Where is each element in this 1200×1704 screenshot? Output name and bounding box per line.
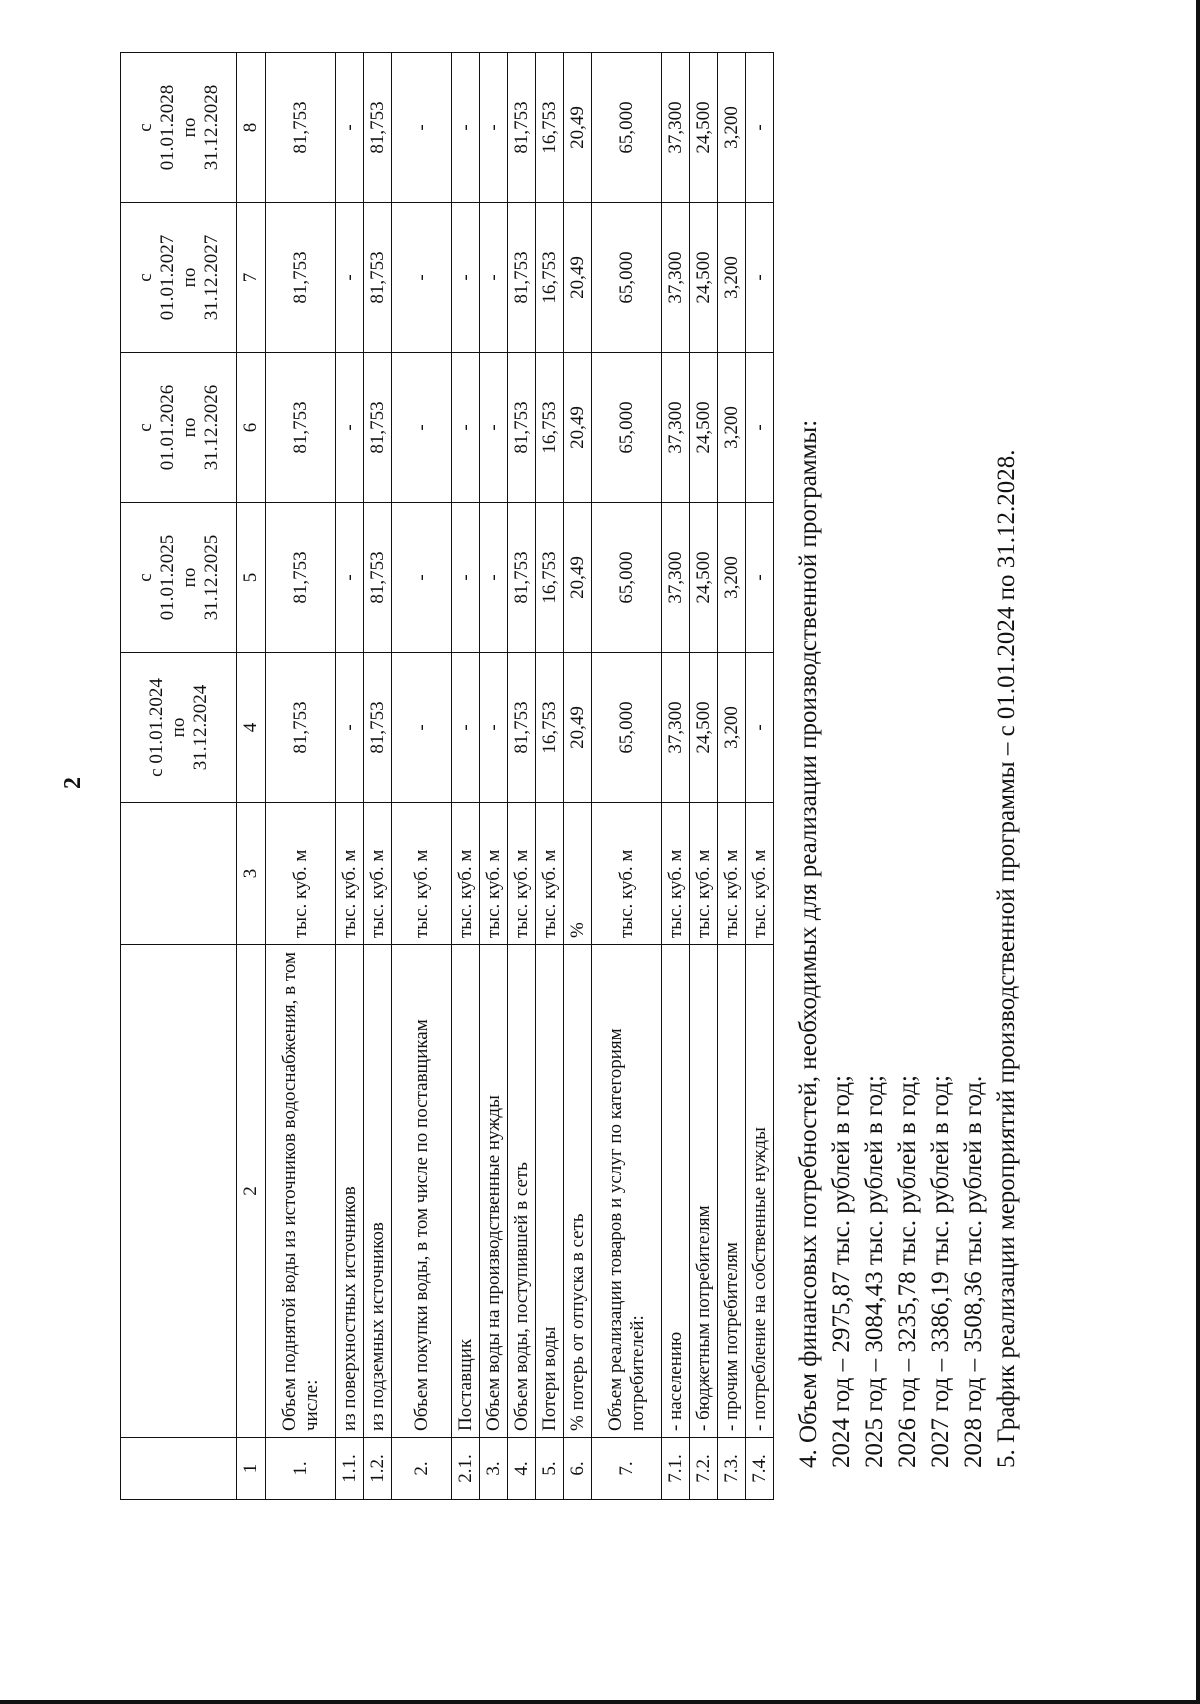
row-value: 16,753 <box>536 53 564 203</box>
row-value: - <box>452 653 480 803</box>
row-value: 81,753 <box>364 653 392 803</box>
note-item-4-title: 4. Объем финансовых потребностей, необходимых для реализации производственной программы: <box>795 419 822 1468</box>
column-number: 2 <box>237 945 266 1438</box>
row-value: - <box>452 53 480 203</box>
row-value: 16,753 <box>536 503 564 653</box>
row-value: 16,753 <box>536 653 564 803</box>
row-number: 7. <box>592 1438 662 1500</box>
row-value: 20,49 <box>564 353 592 503</box>
row-name: - населению <box>662 945 690 1438</box>
row-value: 65,000 <box>592 53 662 203</box>
row-value: 20,49 <box>564 653 592 803</box>
row-value: 81,753 <box>364 503 392 653</box>
row-value: 81,753 <box>266 503 336 653</box>
row-unit: тыс. куб. м <box>480 803 508 945</box>
note-line: 2026 год – 3235,78 тыс. рублей в год; <box>894 1075 921 1468</box>
row-number: 2.1. <box>452 1438 480 1500</box>
row-value: - <box>480 353 508 503</box>
row-name: - бюджетным потребителям <box>690 945 718 1438</box>
row-number: 7.3. <box>718 1438 746 1500</box>
row-name: из подземных источников <box>364 945 392 1438</box>
table-row <box>592 53 662 1500</box>
row-value: - <box>392 503 452 653</box>
row-value: - <box>336 653 364 803</box>
row-unit: тыс. куб. м <box>662 803 690 945</box>
row-value: 37,300 <box>662 53 690 203</box>
row-value: - <box>336 503 364 653</box>
column-number: 7 <box>237 203 266 353</box>
row-value: - <box>452 203 480 353</box>
row-value: - <box>336 53 364 203</box>
row-name: - потребление на собственные нужды <box>746 945 774 1438</box>
row-value: 24,500 <box>690 503 718 653</box>
row-unit: тыс. куб. м <box>592 803 662 945</box>
row-value: 81,753 <box>364 53 392 203</box>
header-period-2026: с 01.01.2026 по 31.12.2026 <box>121 353 237 503</box>
row-value: - <box>452 353 480 503</box>
row-value: 20,49 <box>564 53 592 203</box>
row-unit: тыс. куб. м <box>508 803 536 945</box>
row-value: - <box>392 53 452 203</box>
row-value: 81,753 <box>508 203 536 353</box>
table-row <box>718 53 746 1500</box>
row-value: 81,753 <box>266 203 336 353</box>
row-value: - <box>392 203 452 353</box>
header-period-2025: с 01.01.2025 по 31.12.2025 <box>121 503 237 653</box>
row-unit: тыс. куб. м <box>336 803 364 945</box>
row-value: 24,500 <box>690 353 718 503</box>
column-number: 3 <box>237 803 266 945</box>
table-row <box>508 53 536 1500</box>
row-value: - <box>336 353 364 503</box>
row-value: 37,300 <box>662 203 690 353</box>
column-number: 5 <box>237 503 266 653</box>
table-row <box>536 53 564 1500</box>
page-edge-bottom <box>0 1700 1200 1704</box>
row-value: 65,000 <box>592 653 662 803</box>
row-value: 81,753 <box>266 353 336 503</box>
header-period-2027: с 01.01.2027 по 31.12.2027 <box>121 203 237 353</box>
row-number: 7.1. <box>662 1438 690 1500</box>
row-name: Объем воды на производственные нужды <box>480 945 508 1438</box>
row-value: - <box>336 203 364 353</box>
table-row <box>364 53 392 1500</box>
row-value: 3,200 <box>718 203 746 353</box>
row-name: из поверхностных источников <box>336 945 364 1438</box>
row-value: - <box>746 203 774 353</box>
column-number-row <box>237 53 266 1500</box>
column-number: 6 <box>237 353 266 503</box>
row-value: 37,300 <box>662 653 690 803</box>
row-name: Объем покупки воды, в том числе по поставщикам <box>392 945 452 1438</box>
row-unit: тыс. куб. м <box>536 803 564 945</box>
row-value: - <box>392 353 452 503</box>
row-number: 1. <box>266 1438 336 1500</box>
column-number: 8 <box>237 53 266 203</box>
row-value: 81,753 <box>266 653 336 803</box>
row-value: - <box>480 53 508 203</box>
header-cell-empty <box>121 1438 237 1500</box>
row-value: 37,300 <box>662 503 690 653</box>
note-item-5: 5. График реализации мероприятий производственной программы – с 01.01.2024 по 31.12.2028. <box>993 449 1020 1468</box>
row-value: 65,000 <box>592 503 662 653</box>
row-value: 3,200 <box>718 53 746 203</box>
column-number: 1 <box>237 1438 266 1500</box>
notes-section <box>792 28 1023 1468</box>
row-number: 5. <box>536 1438 564 1500</box>
row-value: 16,753 <box>536 353 564 503</box>
row-number: 7.2. <box>690 1438 718 1500</box>
production-program-table <box>120 52 774 1500</box>
row-unit: % <box>564 803 592 945</box>
row-number: 1.1. <box>336 1438 364 1500</box>
table-row <box>452 53 480 1500</box>
table-header-row <box>121 53 237 1500</box>
row-unit: тыс. куб. м <box>746 803 774 945</box>
row-value: 16,753 <box>536 203 564 353</box>
row-value: 65,000 <box>592 353 662 503</box>
row-unit: тыс. куб. м <box>452 803 480 945</box>
row-unit: тыс. куб. м <box>718 803 746 945</box>
table-row <box>266 53 336 1500</box>
row-name: Поставщик <box>452 945 480 1438</box>
row-value: - <box>480 503 508 653</box>
row-number: 2. <box>392 1438 452 1500</box>
row-value: 37,300 <box>662 353 690 503</box>
row-value: - <box>480 653 508 803</box>
row-value: 81,753 <box>508 503 536 653</box>
row-unit: тыс. куб. м <box>690 803 718 945</box>
note-line: 2024 год – 2975,87 тыс. рублей в год; <box>828 1075 855 1468</box>
header-cell-empty <box>121 945 237 1438</box>
row-value: - <box>746 653 774 803</box>
row-value: 3,200 <box>718 503 746 653</box>
row-unit: тыс. куб. м <box>364 803 392 945</box>
row-value: 81,753 <box>364 203 392 353</box>
table-row <box>690 53 718 1500</box>
row-value: 20,49 <box>564 203 592 353</box>
row-unit: тыс. куб. м <box>266 803 336 945</box>
row-name: Объем воды, поступившей в сеть <box>508 945 536 1438</box>
row-value: 81,753 <box>508 53 536 203</box>
row-number: 1.2. <box>364 1438 392 1500</box>
row-value: 24,500 <box>690 53 718 203</box>
header-period-2024: с 01.01.2024 по 31.12.2024 <box>121 653 237 803</box>
note-line: 2027 год – 3386,19 тыс. рублей в год; <box>927 1075 954 1468</box>
table-row <box>392 53 452 1500</box>
row-value: - <box>480 203 508 353</box>
row-value: - <box>746 53 774 203</box>
page-number: 2 <box>60 777 86 789</box>
table-row <box>336 53 364 1500</box>
row-value: 3,200 <box>718 353 746 503</box>
row-name: Объем поднятой воды из источников водоснабжения, в том числе: <box>266 945 336 1438</box>
row-value: 3,200 <box>718 653 746 803</box>
row-value: - <box>452 503 480 653</box>
note-line: 2028 год – 3508,36 тыс. рублей в год. <box>960 1075 987 1468</box>
table-row <box>746 53 774 1500</box>
table-row <box>564 53 592 1500</box>
row-value: 24,500 <box>690 653 718 803</box>
row-value: - <box>392 653 452 803</box>
row-value: 81,753 <box>266 53 336 203</box>
row-value: 20,49 <box>564 503 592 653</box>
row-value: 81,753 <box>364 353 392 503</box>
header-cell-empty <box>121 803 237 945</box>
note-line: 2025 год – 3084,43 тыс. рублей в год; <box>861 1075 888 1468</box>
row-name: Объем реализации товаров и услуг по категориям потребителей: <box>592 945 662 1438</box>
column-number: 4 <box>237 653 266 803</box>
row-number: 3. <box>480 1438 508 1500</box>
table-row <box>662 53 690 1500</box>
row-number: 7.4. <box>746 1438 774 1500</box>
table-row <box>480 53 508 1500</box>
row-value: 65,000 <box>592 203 662 353</box>
row-unit: тыс. куб. м <box>392 803 452 945</box>
row-value: 24,500 <box>690 203 718 353</box>
header-period-2028: с 01.01.2028 по 31.12.2028 <box>121 53 237 203</box>
row-value: 81,753 <box>508 353 536 503</box>
row-value: - <box>746 353 774 503</box>
row-name: Потери воды <box>536 945 564 1438</box>
row-value: 81,753 <box>508 653 536 803</box>
row-number: 6. <box>564 1438 592 1500</box>
row-name: - прочим потребителям <box>718 945 746 1438</box>
row-name: % потерь от отпуска в сеть <box>564 945 592 1438</box>
row-value: - <box>746 503 774 653</box>
row-number: 4. <box>508 1438 536 1500</box>
